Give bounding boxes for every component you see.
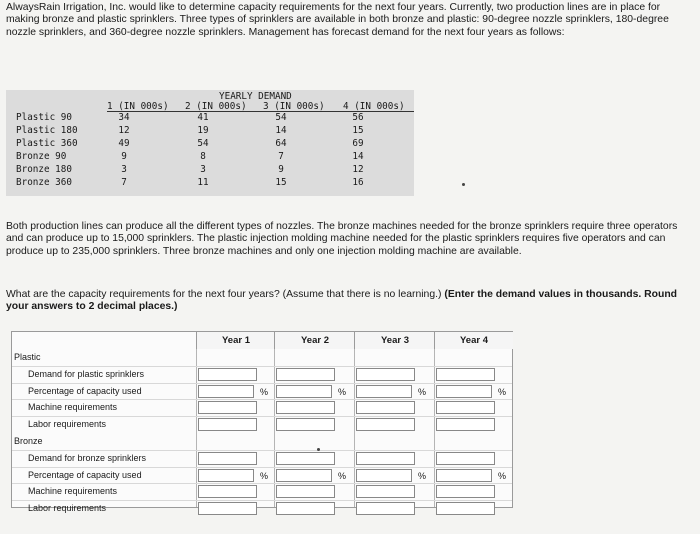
percentage-input-plastic[interactable]	[276, 385, 332, 398]
row-divider	[12, 383, 512, 384]
demand-value: 34	[118, 112, 130, 123]
demand-value: 69	[352, 138, 364, 149]
answer-input-plastic[interactable]	[436, 368, 495, 381]
demand-value: 49	[118, 138, 130, 149]
answer-input-plastic[interactable]	[436, 418, 495, 431]
demand-value: 14	[352, 151, 364, 162]
percent-sign: %	[260, 386, 269, 397]
section-title: Bronze	[14, 436, 43, 446]
row-label: Labor requirements	[28, 419, 107, 430]
percent-sign: %	[338, 470, 347, 481]
demand-value: 9	[278, 164, 284, 175]
percentage-input-plastic[interactable]	[356, 385, 412, 398]
demand-row-label: Bronze 360	[16, 177, 72, 188]
row-label: Demand for plastic sprinklers	[28, 368, 145, 379]
demand-col-header: 4 (IN 000s)	[343, 101, 405, 112]
row-label: Machine requirements	[28, 486, 118, 497]
answer-input-plastic[interactable]	[276, 418, 335, 431]
answer-input-bronze[interactable]	[436, 502, 495, 515]
demand-value: 16	[352, 177, 364, 188]
demand-value: 3	[200, 164, 206, 175]
year-header: Year 3	[354, 332, 435, 349]
answer-input-bronze[interactable]	[276, 485, 335, 498]
demand-value: 54	[197, 138, 209, 149]
row-divider	[12, 399, 512, 400]
row-divider	[12, 416, 512, 417]
answer-input-bronze[interactable]	[356, 502, 415, 515]
demand-group-header: YEARLY DEMAND	[219, 91, 292, 102]
demand-value: 8	[200, 151, 206, 162]
row-divider	[12, 366, 512, 367]
answer-input-bronze[interactable]	[436, 452, 495, 465]
row-divider	[12, 467, 512, 468]
row-divider	[12, 500, 512, 501]
answer-input-plastic[interactable]	[198, 401, 257, 414]
percentage-input-plastic[interactable]	[198, 385, 254, 398]
answer-input-plastic[interactable]	[356, 368, 415, 381]
row-label: Percentage of capacity used	[28, 469, 142, 480]
year-header: Year 4	[434, 332, 513, 349]
year-header: Year 1	[196, 332, 275, 349]
demand-row-label: Bronze 90	[16, 151, 67, 162]
row-label: Demand for bronze sprinklers	[28, 452, 147, 463]
demand-value: 19	[197, 125, 209, 136]
demand-value: 15	[275, 177, 287, 188]
demand-value: 64	[275, 138, 287, 149]
demand-col-header: 3 (IN 000s)	[263, 101, 325, 112]
percent-sign: %	[260, 470, 269, 481]
demand-value: 3	[121, 164, 127, 175]
answer-input-bronze[interactable]	[356, 452, 415, 465]
answer-input-plastic[interactable]	[198, 368, 257, 381]
demand-row-label: Bronze 180	[16, 164, 72, 175]
answer-input-bronze[interactable]	[198, 485, 257, 498]
demand-value: 41	[197, 112, 209, 123]
percent-sign: %	[418, 386, 427, 397]
percentage-input-bronze[interactable]	[276, 469, 332, 482]
demand-row-label: Plastic 360	[16, 138, 78, 149]
demand-value: 15	[352, 125, 364, 136]
answer-input-plastic[interactable]	[356, 401, 415, 414]
row-divider	[12, 483, 512, 484]
demand-value: 7	[121, 177, 127, 188]
percentage-input-plastic[interactable]	[436, 385, 492, 398]
stray-dot	[462, 183, 465, 186]
answer-input-bronze[interactable]	[436, 485, 495, 498]
answer-input-plastic[interactable]	[356, 418, 415, 431]
answer-input-bronze[interactable]	[356, 485, 415, 498]
answer-input-plastic[interactable]	[276, 368, 335, 381]
percentage-input-bronze[interactable]	[436, 469, 492, 482]
demand-col-header: 1 (IN 000s)	[107, 101, 169, 112]
row-divider	[12, 450, 512, 451]
year-header: Year 2	[274, 332, 355, 349]
demand-value: 12	[352, 164, 364, 175]
demand-value: 9	[121, 151, 127, 162]
answer-grid	[11, 331, 513, 514]
demand-value: 7	[278, 151, 284, 162]
demand-value: 12	[118, 125, 130, 136]
question-instructions: (Enter the demand values in thousands. Round your answers to 2 decimal places.)	[6, 289, 678, 313]
stray-dot	[317, 448, 320, 451]
answer-input-plastic[interactable]	[198, 418, 257, 431]
demand-row-label: Plastic 180	[16, 125, 78, 136]
demand-value: 14	[275, 125, 287, 136]
answer-input-bronze[interactable]	[198, 502, 257, 515]
answer-input-bronze[interactable]	[198, 452, 257, 465]
percent-sign: %	[498, 386, 507, 397]
percent-sign: %	[338, 386, 347, 397]
question-text	[6, 289, 690, 314]
row-label: Percentage of capacity used	[28, 385, 142, 396]
percentage-input-bronze[interactable]	[356, 469, 412, 482]
demand-row-label: Plastic 90	[16, 112, 72, 123]
capacity-description: Both production lines can produce all the different types of nozzles. The bronze machines needed for the bronze sprinklers require three operators and can produce up to 15,000 sprinklers. The plastic injection molding machine needed for the plastic sprinklers requires five operators and can produce up to 235,000 sprinklers. Three bronze machines and only one injection molding machine are available.	[6, 221, 678, 257]
answer-input-plastic[interactable]	[436, 401, 495, 414]
answer-input-bronze[interactable]	[276, 502, 335, 515]
problem-intro: AlwaysRain Irrigation, Inc. would like to determine capacity requirements for the next four years. Currently, two production lines are in place for making bronze and plastic sprinklers. Three types of sprinklers are available in both bronze and plastic: 90-degree nozzle sprinklers, 180-degree nozzle sprinklers, and 360-degree nozzle sprinklers. Management has forecast demand for the next four years as follows:	[6, 2, 669, 38]
answer-input-plastic[interactable]	[276, 401, 335, 414]
answer-input-bronze[interactable]	[276, 452, 335, 465]
demand-col-header: 2 (IN 000s)	[185, 101, 247, 112]
percentage-input-bronze[interactable]	[198, 469, 254, 482]
demand-table	[6, 90, 414, 196]
row-label: Machine requirements	[28, 402, 118, 413]
demand-value: 11	[197, 177, 209, 188]
percent-sign: %	[418, 470, 427, 481]
percent-sign: %	[498, 470, 507, 481]
demand-value: 56	[352, 112, 364, 123]
question-plain: What are the capacity requirements for the next four years? (Assume that there is no learning.)	[6, 289, 445, 300]
section-title: Plastic	[14, 352, 41, 362]
row-label: Labor requirements	[28, 503, 107, 514]
demand-value: 54	[275, 112, 287, 123]
